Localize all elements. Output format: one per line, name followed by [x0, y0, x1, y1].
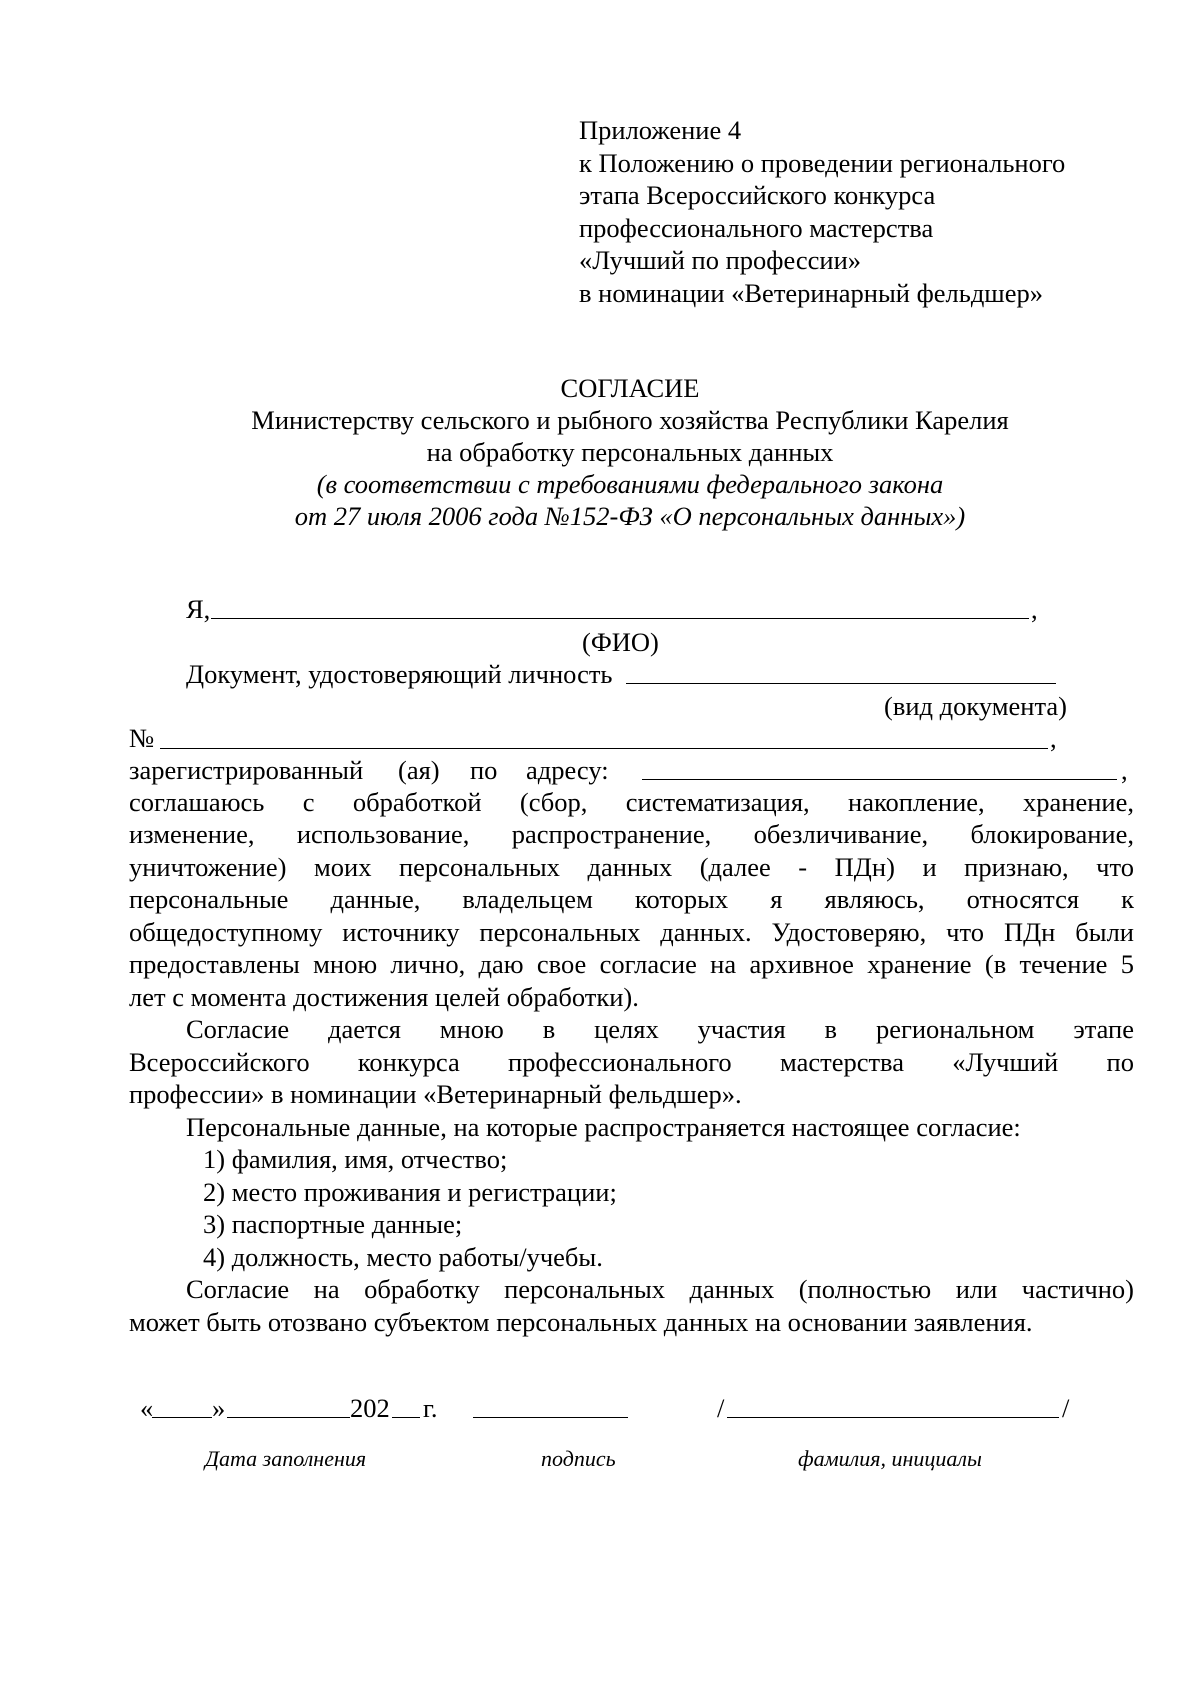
fio-comma: , — [1031, 594, 1038, 624]
purpose-line: Согласие дается мною в целях участия в региональном этапе — [186, 1014, 1134, 1044]
address-word: зарегистрированный — [129, 755, 364, 785]
signature-line[interactable] — [473, 1417, 628, 1418]
number-comma: , — [1050, 723, 1057, 753]
document-label: Документ, удостоверяющий личность — [186, 659, 613, 689]
body-line: предоставлены мною лично, даю свое согласие на архивное хранение (в течение 5 — [129, 949, 1134, 979]
appendix-line: «Лучший по профессии» — [579, 245, 862, 275]
purpose-line: Всероссийского конкурса профессионального мастерства «Лучший по — [129, 1047, 1134, 1077]
date-close-quote: » — [212, 1393, 226, 1423]
body-line: соглашаюсь с обработкой (сбор, систематизация, накопление, хранение, — [129, 787, 1134, 817]
ya-label: Я, — [186, 594, 211, 624]
body-line: общедоступному источнику персональных данных. Удостоверяю, что ПДн были — [129, 917, 1134, 947]
appendix-line: этапа Всероссийского конкурса — [579, 180, 936, 210]
name-slash-right: / — [1062, 1393, 1070, 1423]
number-label: № — [129, 723, 155, 753]
document-number-line[interactable] — [160, 748, 1048, 749]
appendix-block — [579, 114, 1065, 309]
date-month-line[interactable] — [227, 1417, 350, 1418]
appendix-line: в номинации «Ветеринарный фельдшер» — [579, 277, 1043, 308]
date-year-line[interactable] — [392, 1417, 420, 1418]
address-comma: , — [1121, 755, 1128, 785]
scope-intro: Персональные данные, на которые распространяется настоящее согласие: — [186, 1112, 1021, 1142]
fio-line[interactable] — [211, 618, 1029, 619]
address-line[interactable] — [642, 779, 1117, 780]
title-ministry-line: Министерству сельского и рыбного хозяйства Республики Карелия — [251, 405, 1009, 435]
address-word: по — [470, 755, 498, 785]
scope-item: 1) фамилия, имя, отчество; — [203, 1144, 508, 1174]
name-caption: фамилия, инициалы — [798, 1446, 982, 1471]
scope-item: 3) паспортные данные; — [203, 1209, 463, 1239]
address-word: адресу: — [526, 755, 609, 785]
signature-caption: подпись — [541, 1446, 616, 1471]
name-line[interactable] — [727, 1417, 1059, 1418]
scope-item: 4) должность, место работы/учебы. — [203, 1242, 603, 1272]
document-type-caption: (вид документа) — [884, 691, 1067, 721]
document-title: СОГЛАСИЕ — [560, 373, 700, 403]
revoke-line: Согласие на обработку персональных данных (полностью или частично) — [186, 1274, 1134, 1304]
body-line: персональные данные, владельцем которых я являюсь, относятся к — [129, 884, 1134, 914]
date-open-quote: « — [140, 1393, 154, 1423]
date-year-suffix: г. — [423, 1393, 438, 1423]
body-line-last: лет с момента достижения целей обработки). — [129, 982, 639, 1012]
date-day-line[interactable] — [152, 1417, 212, 1418]
appendix-line: Приложение 4 — [579, 115, 742, 145]
scope-item: 2) место проживания и регистрации; — [203, 1177, 617, 1207]
date-year-prefix: 202 — [350, 1393, 390, 1423]
title-subject-line: на обработку персональных данных — [426, 437, 834, 467]
address-word: (ая) — [398, 755, 440, 785]
title-law-line-1: (в соответствии с требованиями федерального закона — [316, 469, 944, 499]
document-type-line[interactable] — [626, 683, 1056, 684]
revoke-line-last: может быть отозвано субъектом персональных данных на основании заявления. — [129, 1307, 1033, 1337]
date-caption: Дата заполнения — [205, 1446, 367, 1471]
appendix-line: профессионального мастерства — [579, 212, 934, 243]
body-line: изменение, использование, распространение, обезличивание, блокирование, — [129, 819, 1134, 849]
purpose-line-last: профессии» в номинации «Ветеринарный фельдшер». — [129, 1079, 742, 1109]
body-line: уничтожение) моих персональных данных (далее - ПДн) и признаю, что — [129, 852, 1134, 882]
appendix-line: к Положению о проведении регионального — [579, 147, 1066, 178]
name-slash-left: / — [717, 1393, 725, 1423]
title-law-line-2: от 27 июля 2006 года №152-ФЗ «О персональных данных») — [294, 501, 966, 531]
fio-caption: (ФИО) — [582, 627, 659, 657]
